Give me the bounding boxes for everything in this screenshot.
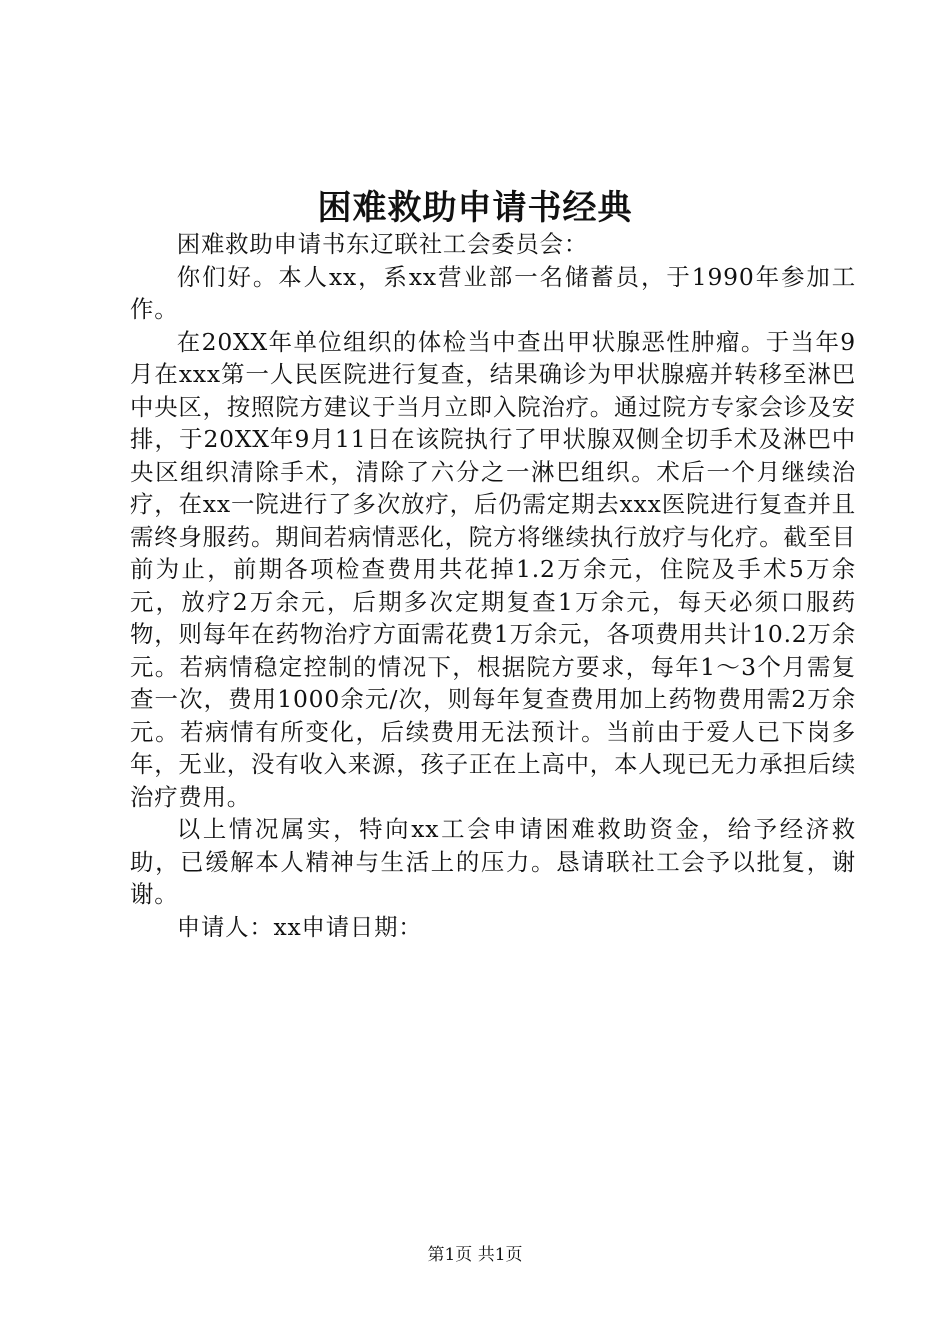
document-title: 困难救助申请书经典	[317, 188, 633, 228]
document-body	[130, 228, 856, 943]
signature-line: 申请人：xx申请日期：	[176, 912, 423, 941]
medical-history-paragraph: 在20XX年单位组织的体检当中查出甲状腺恶性肿瘤。于当年9月在xxx第一人民医院进行复查，结果确诊为甲状腺癌并转移至淋巴中央区，按照院方建议于当月立即入院治疗。通过院方专家会诊及安排，于20XX年9月11日在该院执行了甲状腺双侧全切手术及淋巴中央区组织清除手术，清除了六分之一淋巴组织。术后一个月继续治疗，在xx一院进行了多次放疗，后仍需定期去xxx医院进行复查并且需终身服药。期间若病情恶化，院方将继续执行放疗与化疗。截至目前为止，前期各项检查费用共花掉1.2万余元，住院及手术5万余元，放疗2万余元，后期多次定期复查1万余元，每天必须口服药物，则每年在药物治疗方面需花费1万余元，各项费用共计10.2万余元。若病情稳定控制的情况下，根据院方要求，每年1～3个月需复查一次，费用1000余元/次，则每年复查费用加上药物费用需2万余元。若病情有所变化，后续费用无法预计。当前由于爱人已下岗多年，无业，没有收入来源，孩子正在上高中，本人现已无力承担后续治疗费用。	[130, 327, 856, 811]
request-paragraph: 以上情况属实，特向xx工会申请困难救助资金，给予经济救助，已缓解本人精神与生活上的压力。恳请联社工会予以批复，谢谢。	[130, 815, 856, 908]
page-number-footer: 第1页 共1页	[427, 1245, 523, 1265]
introduction-paragraph: 你们好。本人xx，系xx营业部一名储蓄员，于1990年参加工作。	[130, 262, 856, 323]
salutation-paragraph: 困难救助申请书东辽联社工会委员会：	[176, 230, 589, 258]
